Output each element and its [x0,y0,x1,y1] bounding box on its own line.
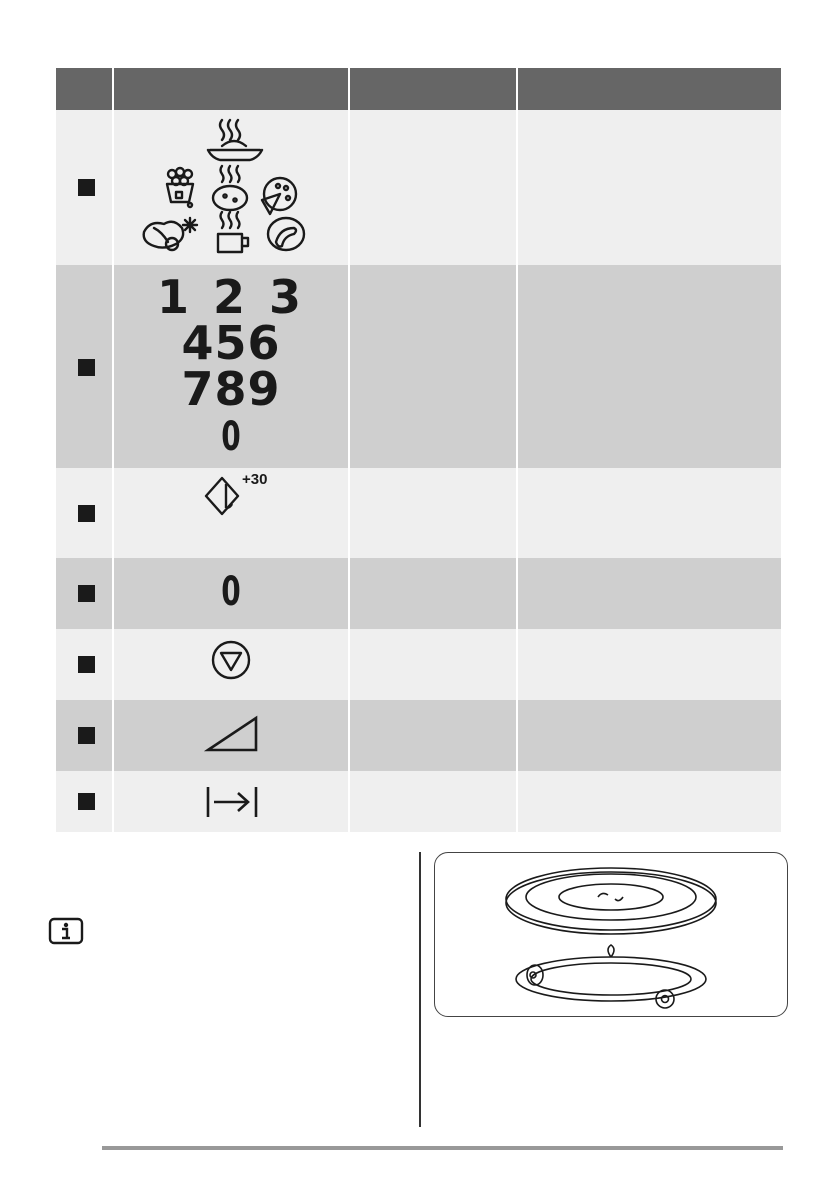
digit-zero: 0 [221,414,241,460]
row-bullet [78,727,95,744]
table-row [56,110,781,265]
table-row [56,558,781,629]
table-row [56,265,781,468]
footer-rule [102,1146,783,1150]
info-icon [48,917,84,945]
function-table [56,68,781,832]
plus-30-label: +30 [242,471,268,488]
table-row [56,700,781,771]
table-row [56,771,781,832]
turntable-and-roller-ring [435,853,787,1016]
ramp-triangle-icon [204,714,260,754]
digits-row-1: 1 2 3 [156,270,306,324]
stop-triangle-icon [210,639,252,681]
auto-cook-food-icons [140,116,320,258]
table-row [56,468,781,558]
row-bullet [78,179,95,196]
table-row [56,629,781,700]
table-header [56,68,781,110]
row-bullet [78,359,95,376]
row-bullet [78,793,95,810]
zero-key: 0 [221,569,241,615]
digits-row-3: 789 [181,362,281,416]
digits-row-2: 456 [181,316,281,370]
skip-forward-icon [204,785,260,819]
turntable-figure [434,852,788,1017]
column-divider [419,852,421,1127]
row-bullet [78,585,95,602]
row-bullet [78,656,95,673]
row-bullet [78,505,95,522]
number-keys [114,265,348,468]
